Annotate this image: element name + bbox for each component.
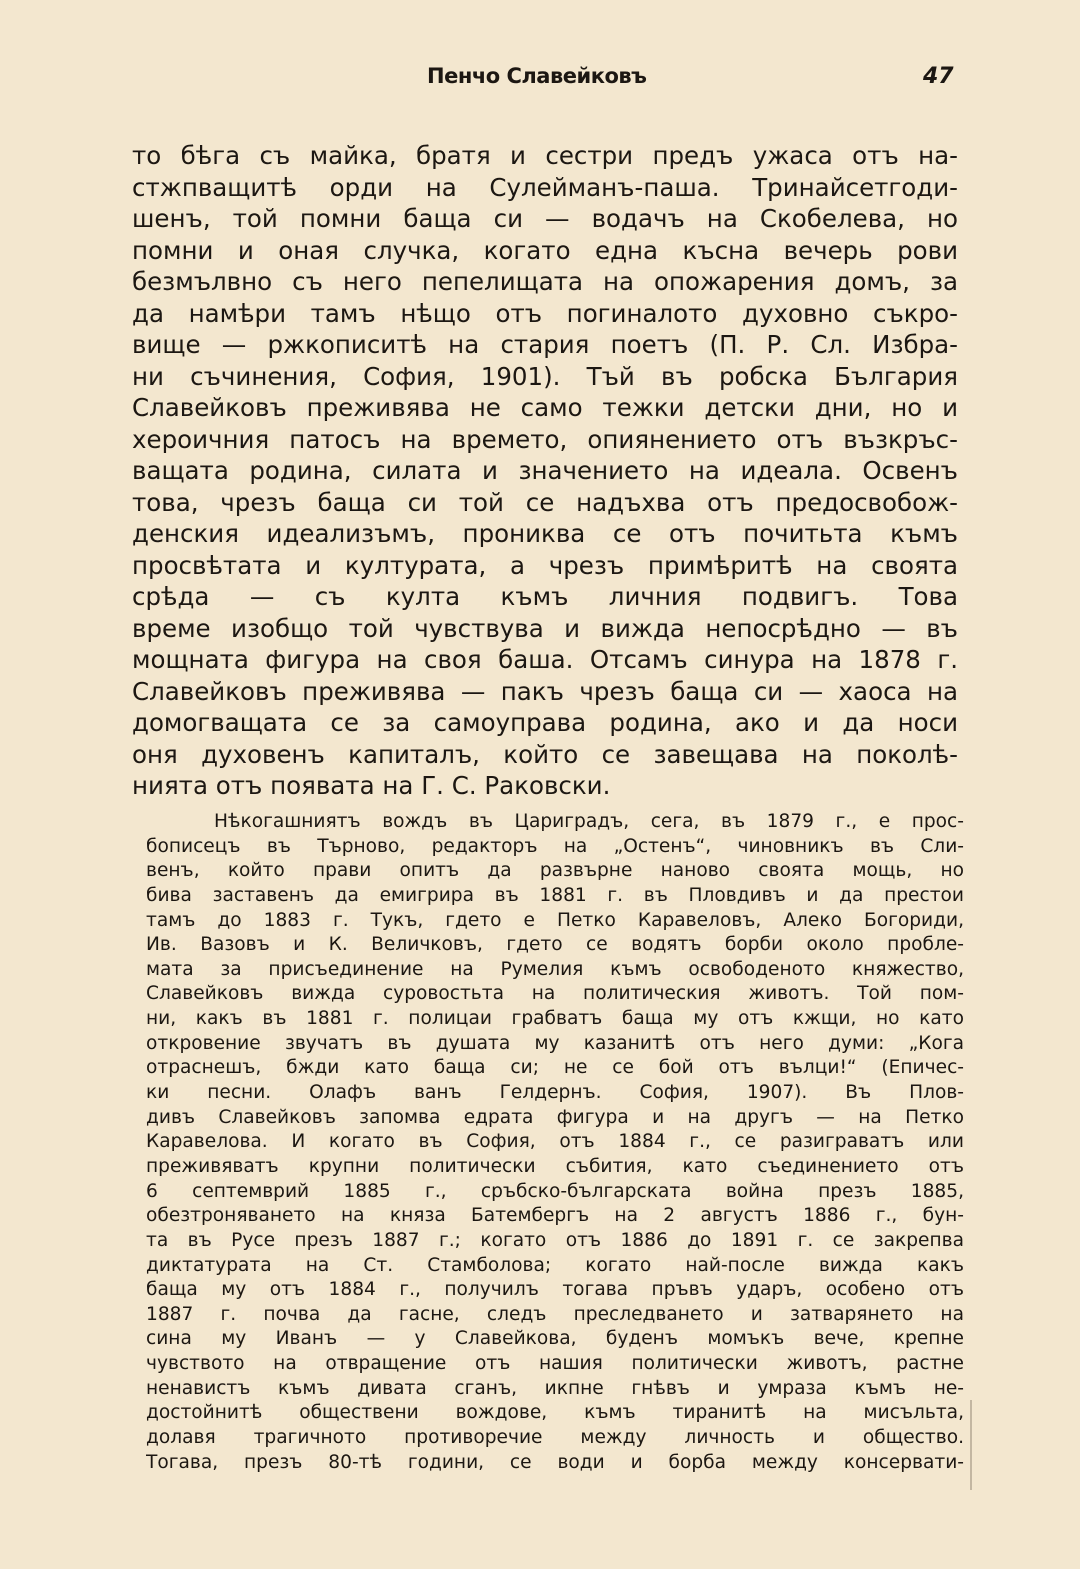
body-line: вище — ржкописитѣ на стария поетъ (П. Р. Сл. Избра- <box>132 330 958 359</box>
body-line: това, чрезъ баща си той се надъхва отъ предосвобож- <box>132 487 958 517</box>
footnote-line: обезтроняването на княза Батембергъ на 2 августъ 1886 г., бун- <box>146 1205 964 1227</box>
footnote-line: Ив. Вазовъ и К. Величковъ, гдето се водятъ борби около пробле- <box>146 934 964 956</box>
body-line: ни съчинения, София, 1901). Тъй въ робска България <box>132 361 958 391</box>
body-line: то бѣга съ майка, братя и сестри предъ ужаса отъ на- <box>132 141 958 170</box>
footnote-line: долавя трагичното противоречие между личность и общество. <box>146 1427 964 1449</box>
main-body-text <box>132 140 958 802</box>
body-line: да намѣри тамъ нѣщо отъ погиналото духовно съкро- <box>132 298 958 328</box>
footnote-line: венъ, който прави опитъ да развърне наново своята мощь, но <box>146 860 964 882</box>
footnote-text <box>146 810 964 1475</box>
body-line: стжпващитѣ орди на Сулейманъ-паша. Тринайсетгоди- <box>132 172 958 202</box>
body-line: домогващата се за самоуправа родина, ако и да носи <box>132 708 958 737</box>
body-line: време изобщо той чувствува и вижда непосрѣдно — въ <box>132 613 958 643</box>
body-line: оня духовенъ капиталъ, който се завещава на поколѣ- <box>132 739 958 769</box>
footnote-line: преживяватъ крупни политически събития, като съединението отъ <box>146 1155 964 1177</box>
body-line: Славейковъ преживява не само тежки детски дни, но и <box>132 393 958 422</box>
body-line: просвѣтата и културата, а чрезъ примѣритѣ на своята <box>132 550 958 580</box>
body-line: срѣда — съ култа къмъ личния подвигъ. Това <box>132 582 958 611</box>
footnote-line: Нѣкогашниятъ вождъ въ Цариградъ, сега, въ 1879 г., е прос- <box>214 811 964 832</box>
footnote-line: откровение звучатъ въ душата му казанитѣ отъ него думи: „Кога <box>146 1032 964 1054</box>
body-line: шенъ, той помни баща си — водачъ на Скобелева, но <box>132 204 958 233</box>
body-line: помни и оная случка, когато една късна вечерь рови <box>132 235 958 265</box>
footnote-line: Тогава, презъ 80-тѣ години, се води и борба между консервати- <box>146 1451 964 1473</box>
footnote-line: Славейковъ вижда суровостьта на политическия животъ. Той пом- <box>146 983 964 1005</box>
body-line: хероичния патосъ на времето, опиянението отъ възкръс- <box>132 424 958 454</box>
footnote-line: бива заставенъ да емигрира въ 1881 г. въ Пловдивъ и да престои <box>146 884 964 906</box>
body-line: денския идеализъмъ, прониква се отъ почитьта къмъ <box>132 519 958 548</box>
page-edge-mark <box>970 1400 972 1490</box>
body-line: нията отъ появата на Г. С. Раковски. <box>132 771 611 800</box>
footnote-line: достойнитѣ обществени вождове, къмъ тиранитѣ на мисъльта, <box>146 1402 964 1424</box>
footnote-line: Каравелова. И когато въ София, отъ 1884 г., се разиграватъ или <box>146 1131 964 1153</box>
footnote-line: 1887 г. почва да гасне, следъ преследването и затварянето на <box>146 1303 964 1325</box>
page-number: 47 <box>923 64 954 89</box>
footnote-line: ненавистъ къмъ дивата сганъ, икпне гнѣвъ и умраза къмъ не- <box>146 1377 964 1399</box>
page-header <box>0 64 1080 96</box>
footnote-line: ки песни. Олафъ ванъ Гелдернъ. София, 1907). Въ Плов- <box>146 1082 964 1104</box>
body-line: мощната фигура на своя баша. Отсамъ синура на 1878 г. <box>132 645 958 674</box>
footnote-line: та въ Русе презъ 1887 г.; когато отъ 1886 до 1891 г. се закрепва <box>146 1229 964 1251</box>
footnote-line: диктатурата на Ст. Стамболова; когато най-после вижда какъ <box>146 1254 964 1276</box>
footnote-line: баща му отъ 1884 г., получилъ тогава пръвъ ударъ, особено отъ <box>146 1279 964 1301</box>
footnote-line: дивъ Славейковъ запомва едрата фигура и на другъ — на Петко <box>146 1106 964 1128</box>
footnote-line: сина му Иванъ — у Славейкова, буденъ момъкъ вече, крепне <box>146 1328 964 1350</box>
running-title: Пенчо Славейковъ <box>427 64 647 88</box>
body-line: Славейковъ преживява — пакъ чрезъ баща си — хаоса на <box>132 676 958 706</box>
footnote-line: бописецъ въ Търново, редакторъ на „Остенъ“, чиновникъ въ Сли- <box>146 835 964 857</box>
body-line: ващата родина, силата и значението на идеала. Освенъ <box>132 456 958 485</box>
footnote-line: 6 септемврий 1885 г., сръбско-българската война презъ 1885, <box>146 1180 964 1202</box>
footnote-line: тамъ до 1883 г. Тукъ, гдето е Петко Каравеловъ, Алеко Богориди, <box>146 909 964 931</box>
footnote-line: ни, какъ въ 1881 г. полицаи грабватъ баща му отъ кжщи, но като <box>146 1008 964 1030</box>
body-line: безмълвно съ него пепелищата на опожарения домъ, за <box>132 267 958 296</box>
footnote-line: отраснешъ, бжди като баща си; не се бой отъ вълци!“ (Епичес- <box>146 1057 964 1079</box>
footnote-line: чувството на отвращение отъ нашия политически животъ, растне <box>146 1353 964 1375</box>
footnote-line: мата за присъединение на Румелия къмъ освободеното княжество, <box>146 958 964 980</box>
